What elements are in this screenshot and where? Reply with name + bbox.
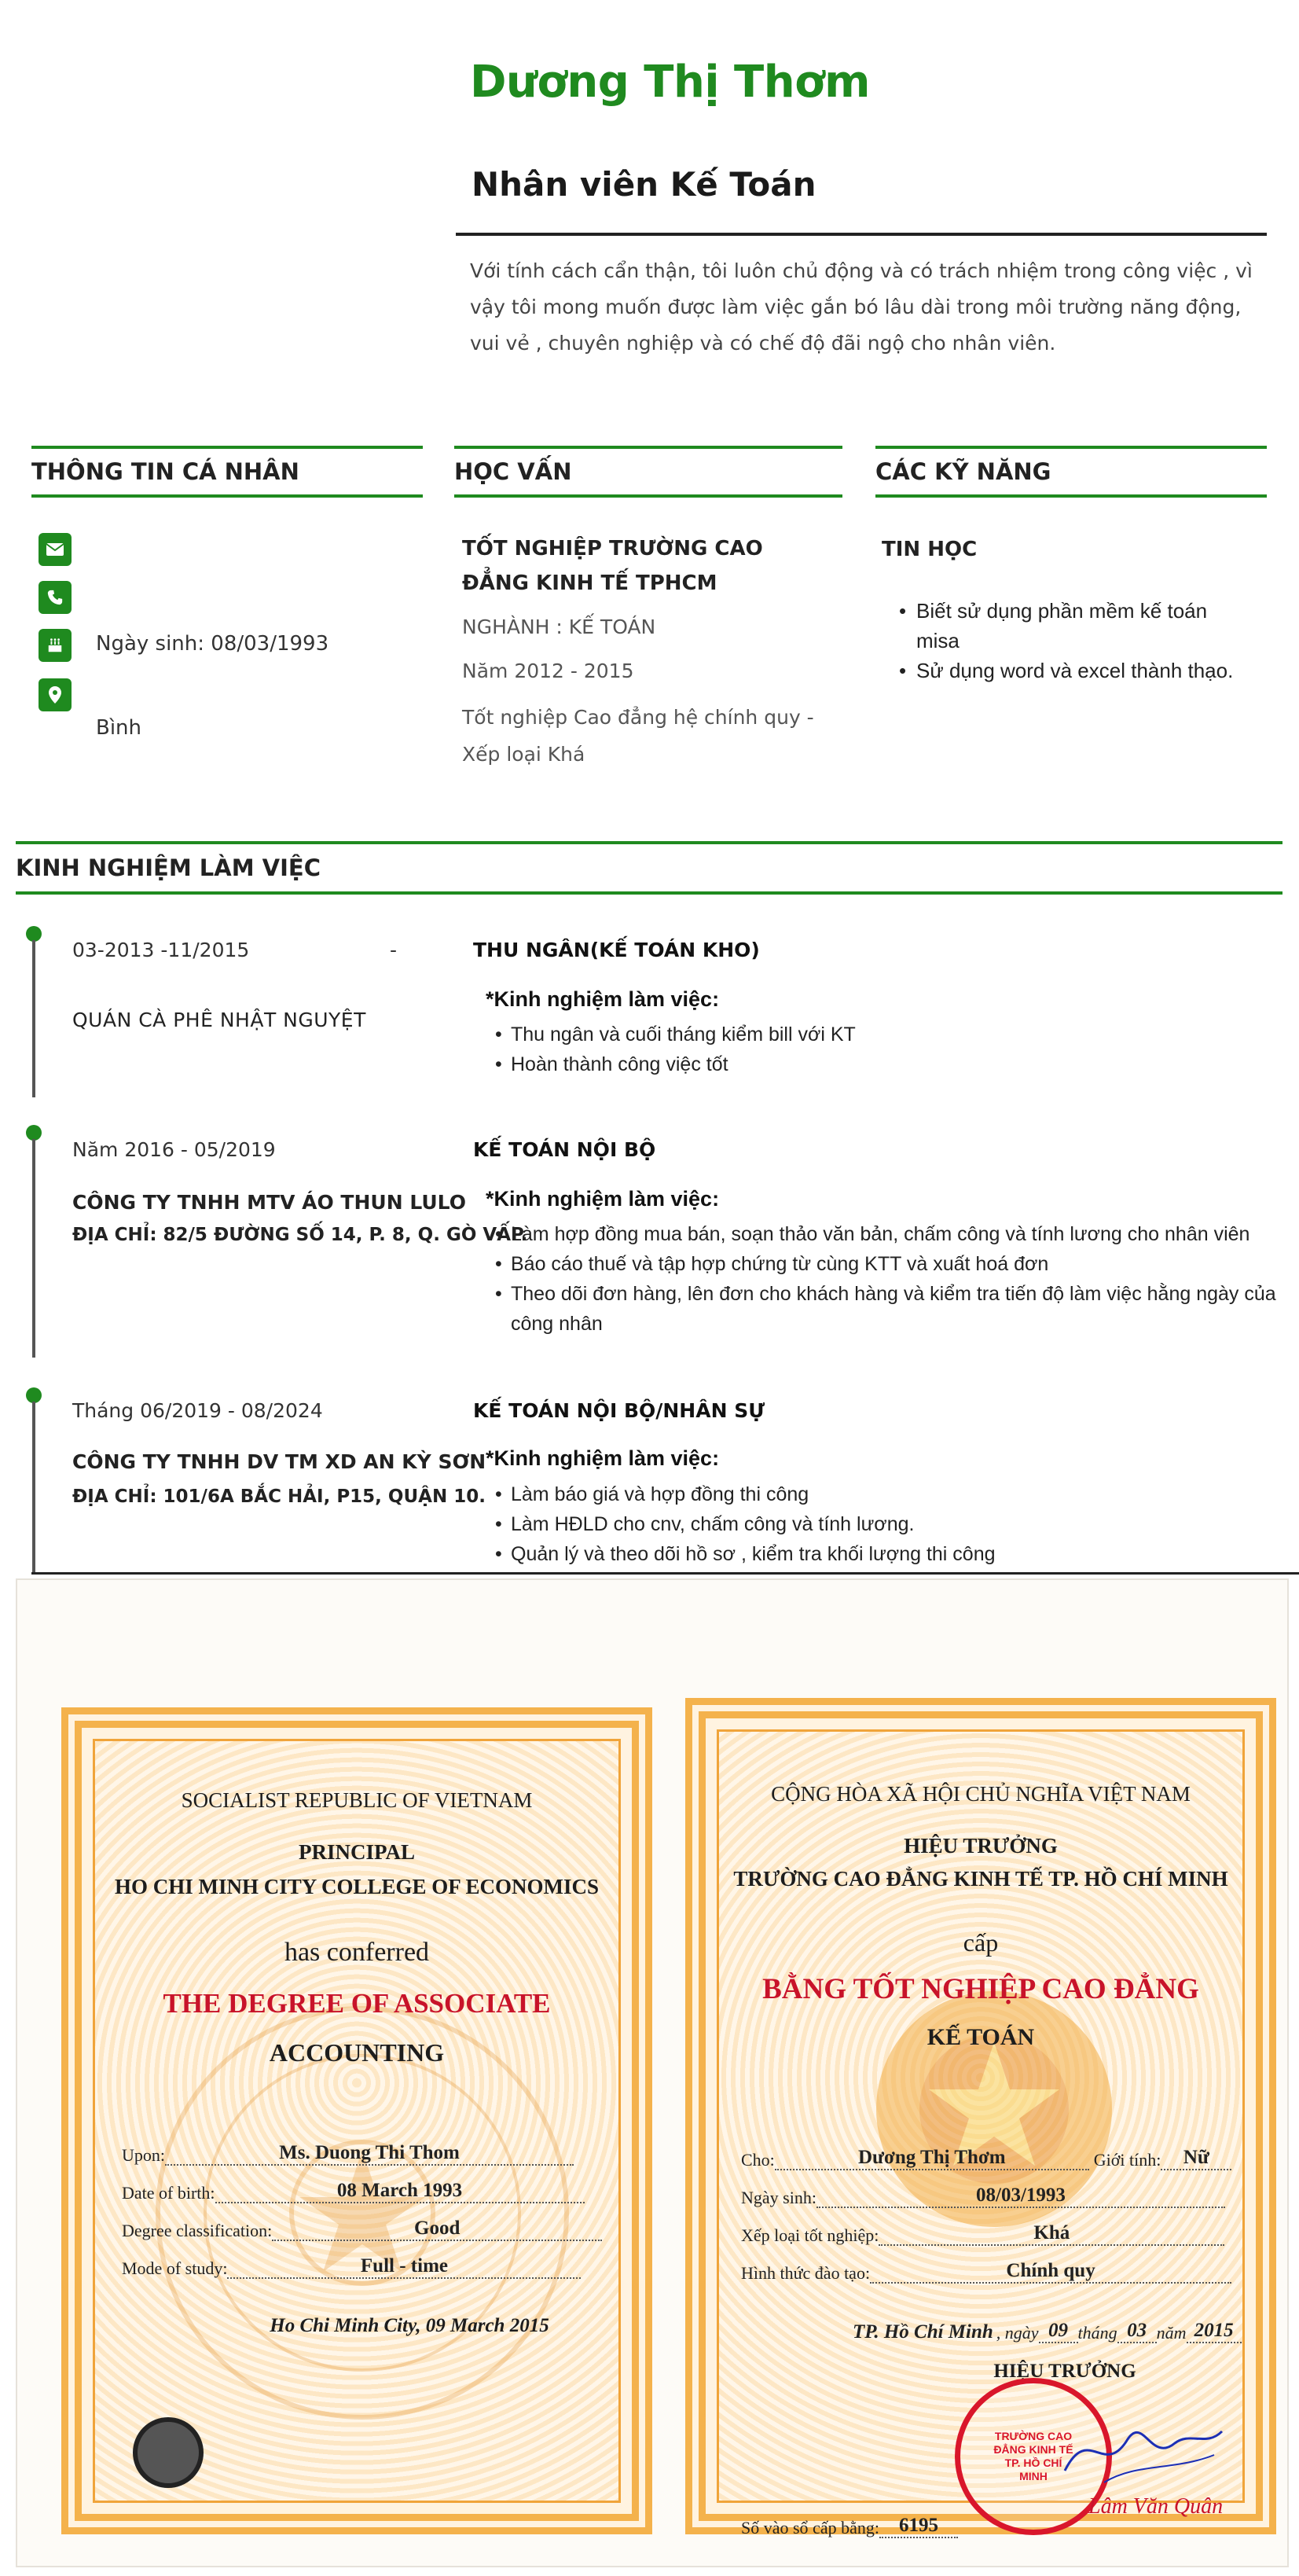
diploma-vn-register-value: 6195 — [879, 2515, 958, 2538]
job-task: • Theo dõi đơn hàng, lên đơn cho khách hàng và kiểm tra tiến độ làm việc hằng ngày của công nhân — [492, 1279, 1278, 1339]
job-title: THU NGÂN(KẾ TOÁN KHO) — [473, 939, 760, 961]
diploma-vn-register-row — [741, 2515, 958, 2538]
skill-item: • Biết sử dụng phần mềm kế toán misa — [896, 596, 1249, 656]
address: Bình — [96, 716, 142, 740]
diploma-vn-grade-value: Khá — [879, 2222, 1224, 2246]
diploma-english-pattern — [93, 1739, 621, 2503]
diploma-vietnamese — [685, 1698, 1276, 2537]
diploma-vn-gender-value: Nữ — [1161, 2147, 1231, 2170]
diploma-vn-grade-label: Xếp loại tốt nghiệp: — [741, 2225, 879, 2245]
diploma-vn-month: 03 — [1117, 2320, 1157, 2343]
diploma-en-conferred: has conferred — [284, 1938, 430, 1967]
diploma-vn-signer-name: Lâm Văn Quân — [1088, 2494, 1224, 2519]
timeline-dot — [26, 926, 42, 942]
education-heading-box — [454, 446, 842, 498]
diploma-vn-year: 2015 — [1187, 2320, 1242, 2343]
timeline-dot — [26, 1387, 42, 1403]
diploma-en-country: SOCIALIST REPUBLIC OF VIETNAM — [181, 1788, 533, 1812]
diploma-en-class-value: Good — [272, 2218, 602, 2241]
job-task: • Quản lý và theo dõi hồ sơ , kiểm tra khối lượng thi công — [492, 1539, 1270, 1569]
timeline-bar — [32, 1139, 35, 1358]
job-address: ĐỊA CHỈ: 101/6A BẮC HẢI, P15, QUẬN 10. — [72, 1486, 486, 1507]
job-address: ĐỊA CHỈ: 82/5 ĐƯỜNG SỐ 14, P. 8, Q. GÒ VẤP. — [72, 1225, 528, 1245]
diploma-vn-major: KẾ TOÁN — [927, 2024, 1035, 2050]
diploma-vietnamese-pattern — [717, 1729, 1245, 2537]
skills-heading: CÁC KỸ NĂNG — [875, 458, 1051, 485]
skill-list — [896, 596, 1249, 685]
cake-icon — [39, 629, 72, 662]
diploma-en-upon-row — [122, 2142, 574, 2166]
personal-info-heading-box — [31, 446, 423, 498]
hologram-seal-icon — [133, 2417, 204, 2488]
timeline-bar — [32, 1402, 35, 1573]
diploma-en-place-date: Ho Chi Minh City, 09 March 2015 — [270, 2315, 549, 2336]
skill-item: • Sử dụng word và excel thành thạo. — [896, 656, 1249, 685]
signature-icon — [1057, 2408, 1230, 2494]
diploma-vn-date-row — [853, 2320, 1242, 2343]
diploma-vn-register-label: Số vào sổ cấp bằng: — [741, 2518, 879, 2537]
location-icon — [39, 678, 72, 711]
job-date: Tháng 06/2019 - 08/2024 — [72, 1399, 323, 1422]
diploma-en-dob-value: 08 March 1993 — [215, 2180, 585, 2203]
seal-text: TRƯỜNG CAO ĐẲNG KINH TẾ TP. HỒ CHÍ MINH — [993, 2430, 1073, 2482]
diploma-en-major: ACCOUNTING — [269, 2038, 445, 2067]
diploma-vn-cap: cấp — [963, 1928, 999, 1957]
diploma-vn-mode-label: Hình thức đào tạo: — [741, 2263, 871, 2283]
diploma-en-class-label: Degree classification: — [122, 2221, 273, 2240]
diploma-vn-gender-label: Giới tính: — [1093, 2150, 1161, 2170]
diploma-vn-mode-row — [741, 2260, 1231, 2284]
education-grade-line2: Xếp loại Khá — [462, 743, 585, 766]
diploma-vn-dob-row — [741, 2185, 1225, 2208]
job-task-list — [492, 1219, 1278, 1339]
diploma-vn-day-label: , ngày — [996, 2323, 1039, 2343]
job-company: CÔNG TY TNHH MTV ÁO THUN LULO — [72, 1191, 466, 1214]
job-date: Năm 2016 - 05/2019 — [72, 1138, 276, 1161]
diploma-en-college: HO CHI MINH CITY COLLEGE OF ECONOMICS — [114, 1875, 600, 1898]
diploma-vn-day: 09 — [1039, 2320, 1078, 2343]
education-years: Năm 2012 - 2015 — [462, 660, 634, 682]
job-task-list — [492, 1020, 1270, 1079]
education-grade-line1: Tốt nghiệp Cao đẳng hệ chính quy - — [462, 706, 814, 729]
diploma-en-dob-label: Date of birth: — [122, 2183, 215, 2203]
diploma-vn-to-value: Dương Thị Thơm — [775, 2147, 1089, 2170]
diploma-en-upon-value: Ms. Duong Thi Thom — [165, 2142, 574, 2166]
skill-group-title: TIN HỌC — [882, 538, 978, 561]
diploma-en-upon-label: Upon: — [122, 2145, 165, 2165]
job-task: • Làm HĐLD cho cnv, chấm công và tính lương. — [492, 1509, 1270, 1539]
diploma-en-mode-label: Mode of study: — [122, 2258, 228, 2278]
education-school: TỐT NGHIỆP TRƯỜNG CAO ĐẲNG KINH TẾ TPHCM — [462, 537, 763, 595]
education-major: NGHÀNH : KẾ TOÁN — [462, 616, 656, 638]
candidate-name: Dương Thị Thơm — [470, 57, 870, 108]
diploma-vn-to-label: Cho: — [741, 2150, 775, 2170]
job-company: QUÁN CÀ PHÊ NHẬT NGUYỆT — [72, 1009, 366, 1031]
diploma-vn-year-label: năm — [1156, 2323, 1187, 2343]
diploma-en-mode-value: Full - time — [227, 2255, 581, 2279]
career-summary: Với tính cách cẩn thận, tôi luôn chủ động và có trách nhiệm trong công việc , vì vậy tôi mong muốn được làm việc gắn bó lâu dài trong môi trường năng động, vui vẻ , chuyên nghiệp và có chế độ đãi ngộ cho nhân viên. — [470, 259, 1253, 355]
job-section-label: *Kinh nghiệm làm việc: — [486, 1187, 720, 1211]
experience-heading-box — [16, 841, 1282, 895]
diploma-vn-principal: HIỆU TRƯỞNG — [904, 1834, 1058, 1858]
diploma-scan — [16, 1578, 1289, 2567]
job-task: • Hoàn thành công việc tốt — [492, 1049, 1270, 1079]
diploma-en-degree: THE DEGREE OF ASSOCIATE — [163, 1988, 551, 2019]
job-title: KẾ TOÁN NỘI BỘ — [473, 1138, 656, 1161]
title-divider — [456, 233, 1267, 236]
diploma-en-class-row — [122, 2218, 602, 2241]
education-heading: HỌC VẤN — [454, 458, 572, 485]
job-date-dash: - — [390, 939, 398, 961]
diploma-vn-mode-value: Chính quy — [870, 2260, 1231, 2284]
job-task-list — [492, 1479, 1270, 1569]
job-task: • Thu ngân và cuối tháng kiểm bill với KT — [492, 1020, 1270, 1049]
phone-icon — [39, 581, 72, 614]
birth-date: Ngày sinh: 08/03/1993 — [96, 632, 329, 656]
job-title: Nhân viên Kế Toán — [472, 165, 816, 204]
diploma-vn-month-label: tháng — [1077, 2323, 1117, 2343]
experience-heading: KINH NGHIỆM LÀM VIỆC — [16, 854, 321, 881]
skills-heading-box — [875, 446, 1267, 498]
diploma-vn-college: TRƯỜNG CAO ĐẲNG KINH TẾ TP. HỒ CHÍ MINH — [733, 1867, 1228, 1891]
job-title: KẾ TOÁN NỘI BỘ/NHÂN SỰ — [473, 1399, 765, 1422]
job-date: 03-2013 -11/2015 — [72, 939, 250, 961]
diploma-en-principal: PRINCIPAL — [299, 1840, 415, 1864]
job-task: • Làm báo giá và hợp đồng thi công — [492, 1479, 1270, 1509]
diploma-vn-degree: BẰNG TỐT NGHIỆP CAO ĐẲNG — [762, 1973, 1199, 2005]
diploma-vn-place: TP. Hồ Chí Minh — [853, 2321, 993, 2343]
timeline-bar — [32, 940, 35, 1097]
job-task: • Báo cáo thuế và tập hợp chứng từ cùng KTT và xuất hoá đơn — [492, 1249, 1278, 1279]
timeline-dot — [26, 1125, 42, 1141]
diploma-vn-country: CỘNG HÒA XÃ HỘI CHỦ NGHĨA VIỆT NAM — [771, 1782, 1191, 1806]
diploma-en-dob-row — [122, 2180, 585, 2203]
diploma-vn-to-row — [741, 2147, 1231, 2170]
mail-icon — [39, 533, 72, 566]
diploma-english — [61, 1707, 652, 2534]
job-section-label: *Kinh nghiệm làm việc: — [486, 987, 720, 1011]
personal-info-heading: THÔNG TIN CÁ NHÂN — [31, 458, 299, 485]
diploma-vn-dob-value: 08/03/1993 — [816, 2185, 1225, 2208]
job-section-label: *Kinh nghiệm làm việc: — [486, 1446, 720, 1470]
job-task: • Làm hợp đồng mua bán, soạn thảo văn bản, chấm công và tính lương cho nhân viên — [492, 1219, 1278, 1249]
diploma-vn-dob-label: Ngày sinh: — [741, 2188, 816, 2207]
diploma-vn-grade-row — [741, 2222, 1224, 2246]
page-separator — [31, 1572, 1299, 1575]
job-company: CÔNG TY TNHH DV TM XD AN KỲ SƠN — [72, 1450, 486, 1473]
diploma-en-mode-row — [122, 2255, 581, 2279]
diploma-vn-signer-title: HIỆU TRƯỞNG — [993, 2361, 1136, 2382]
